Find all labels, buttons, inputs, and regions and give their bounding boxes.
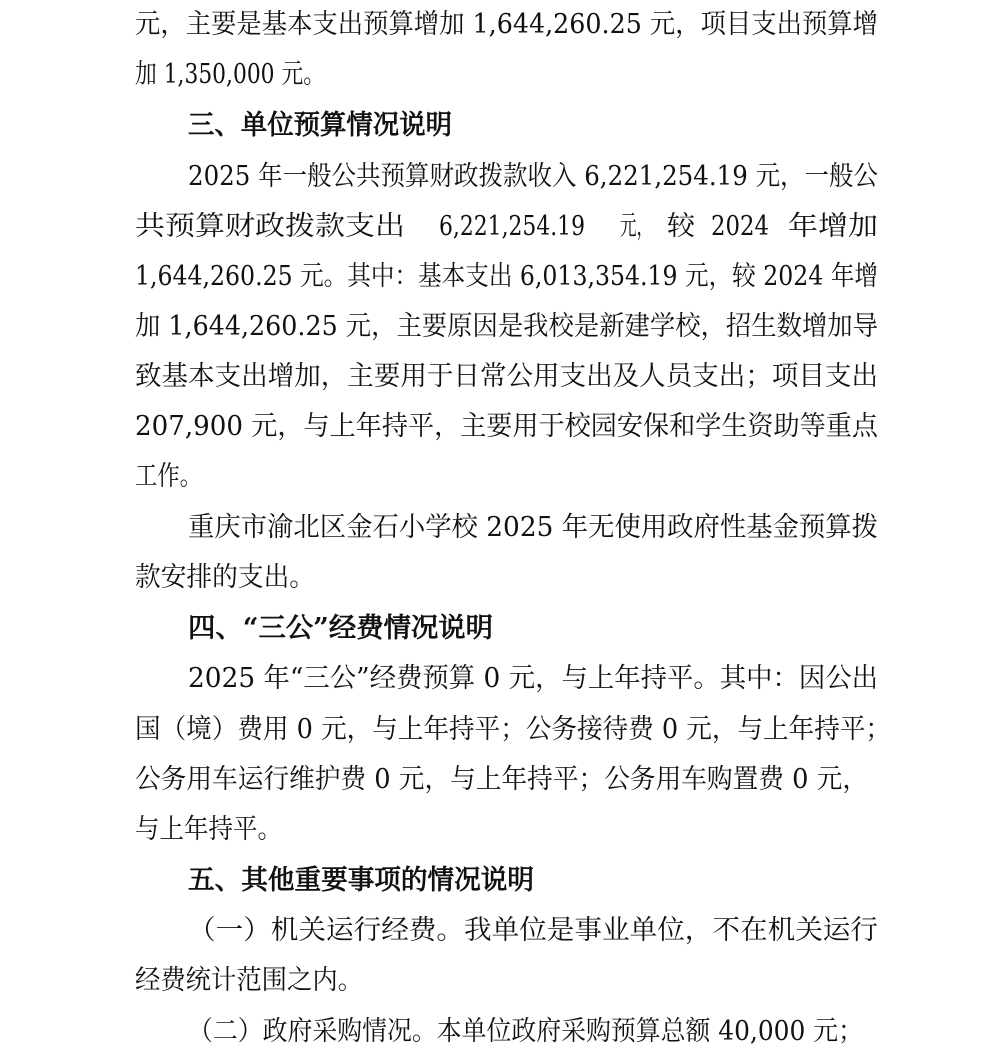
document-line-4-text: 2025 年一般公共预算财政拨款收入 6,221,254.19 元，一般公: [188, 161, 878, 192]
document-line-4: [0, 159, 1000, 195]
document-line-13: [0, 611, 1000, 647]
document-line-19: [0, 913, 1000, 949]
document-line-16-text: 公务用车运行维护费 0 元，与上年持平；公务用车购置费 0 元，: [135, 764, 868, 795]
document-line-18: [0, 863, 1000, 899]
document-line-20: [0, 963, 1000, 999]
document-line-13-text: 四、“三公”经费情况说明: [188, 613, 493, 644]
document-line-17-text: 与上年持平。: [135, 814, 282, 845]
document-line-18-text: 五、其他重要事项的情况说明: [188, 865, 534, 896]
document-line-5-segment-5: 2024: [711, 211, 769, 242]
document-line-9: [0, 409, 1000, 445]
document-line-11-text: 重庆市渝北区金石小学校 2025 年无使用政府性基金预算拨: [188, 512, 878, 543]
document-line-1-text: 元，主要是基本支出预算增加 1,644,260.25 元，项目支出预算增: [135, 9, 878, 40]
document-line-11: [0, 510, 1000, 546]
document-line-16: [0, 762, 1000, 798]
document-line-17: [0, 812, 1000, 848]
document-line-3: [0, 108, 1000, 144]
document-line-14: [0, 661, 1000, 697]
document-line-15-text: 国（境）费用 0 元，与上年持平；公务接待费 0 元，与上年持平；: [135, 714, 891, 745]
document-line-21-text: （二）政府采购情况。本单位政府采购预算总额 40,000 元；: [188, 1016, 863, 1047]
document-line-14-text: 2025 年“三公”经费预算 0 元，与上年持平。其中：因公出: [188, 663, 878, 694]
document-line-5-segment-3: 元，: [620, 211, 653, 242]
document-line-21: [0, 1014, 1000, 1050]
document-line-9-text: 207,900 元，与上年持平，主要用于校园安保和学生资助等重点: [135, 411, 878, 442]
document-line-6-text: 1,644,260.25 元。其中：基本支出 6,013,354.19 元，较 2024 年增: [135, 261, 878, 292]
document-line-5: [0, 209, 1000, 245]
document-line-5-segment-6: 年增加: [788, 211, 878, 242]
document-line-2-text: 加 1,350,000 元。: [135, 59, 325, 90]
document-line-2: [0, 57, 1000, 93]
document-line-12-text: 款安排的支出。: [135, 562, 315, 593]
document-line-7: [0, 309, 1000, 345]
document-line-10: [0, 459, 1000, 495]
document-line-6: [0, 259, 1000, 295]
document-line-5-segment-2: 6,221,254.19: [439, 211, 585, 242]
document-line-19-text: （一）机关运行经费。我单位是事业单位，不在机关运行: [188, 915, 879, 946]
document-line-15: [0, 712, 1000, 748]
document-line-10-text: 工作。: [135, 461, 202, 492]
document-line-3-text: 三、单位预算情况说明: [188, 110, 452, 141]
document-line-8: [0, 359, 1000, 395]
document-line-7-text: 加 1,644,260.25 元，主要原因是我校是新建学校，招生数增加导: [135, 311, 878, 342]
document-line-12: [0, 560, 1000, 596]
document-line-5-segment-4: 较: [667, 211, 695, 242]
document-line-20-text: 经费统计范围之内。: [135, 965, 363, 996]
document-line-1: [0, 7, 1000, 43]
document-line-5-segment-1: 共预算财政拨款支出: [135, 211, 405, 242]
document-line-8-text: 致基本支出增加，主要用于日常公用支出及人员支出；项目支出: [135, 361, 878, 392]
